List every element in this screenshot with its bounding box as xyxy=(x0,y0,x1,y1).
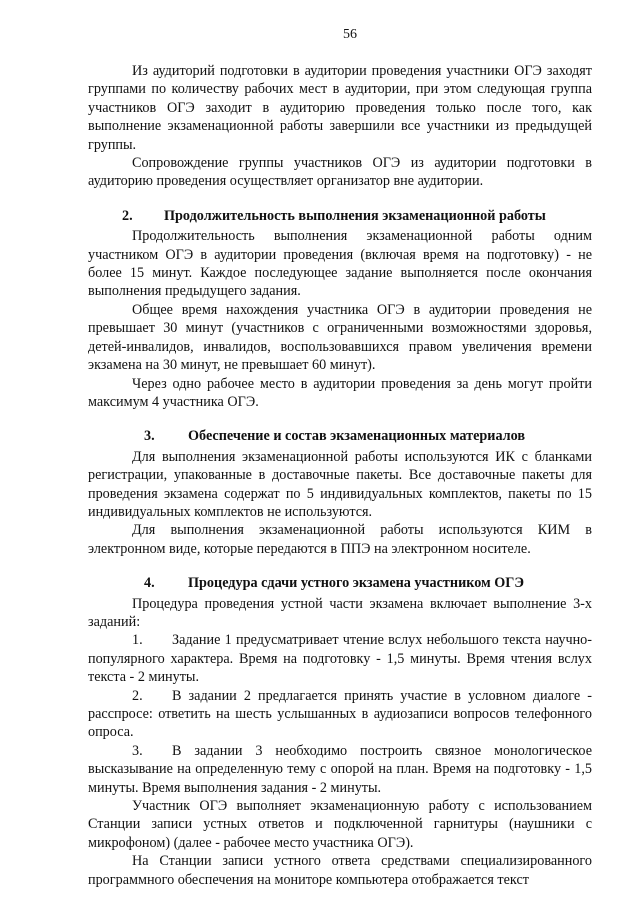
section-4-paragraph-1: Участник ОГЭ выполняет экзаменационную работу с использованием Станции записи устных ответов и подключенной гарнитуры (наушники с микрофоном) (далее - рабочее место участника ОГЭ). xyxy=(88,798,592,851)
section-4-item-2 xyxy=(88,687,592,742)
item-2-number: 2. xyxy=(132,687,143,704)
section-4-title: Процедура сдачи устного экзамена участником ОГЭ xyxy=(188,575,524,592)
intro-paragraph-1: Из аудиторий подготовки в аудитории проведения участники ОГЭ заходят группами по количеству рабочих мест в аудитории, при этом следующая группа участников ОГЭ заходит в аудиторию проведения только после того, как выполнение экзаменационной работы завершили все участники из предыдущей группы. xyxy=(88,63,592,153)
item-1-text: Задание 1 предусматривает чтение вслух небольшого текста научно-популярного характера. Время на подготовку - 1,5 минуты. Время чтения вслух текста - 2 минуты. xyxy=(88,632,592,686)
section-2-paragraph-2: Общее время нахождения участника ОГЭ в аудитории проведения не превышает 30 минут (участников с ограниченными возможностями здоровья, детей-инвалидов, инвалидов, воспользовавшихся правом увеличения времени экзамена на 30 минут, не превышает 60 минут). xyxy=(88,301,592,374)
item-1-number: 1. xyxy=(132,632,143,649)
section-4-heading xyxy=(88,574,592,592)
item-3-number: 3. xyxy=(132,742,143,759)
section-4-item-1 xyxy=(88,631,592,686)
item-2-text: В задании 2 предлагается принять участие в условном диалоге - расспросе: ответить на шесть услышанных в аудиозаписи вопросов телефонного опроса. xyxy=(88,687,592,741)
section-3-paragraph-2: Для выполнения экзаменационной работы используются КИМ в электронном виде, которые передаются в ППЭ на электронном носителе. xyxy=(88,522,592,557)
section-4-intro: Процедура проведения устной части экзамена включает выполнение 3-х заданий: xyxy=(88,595,592,630)
section-4-number: 4. xyxy=(144,575,155,592)
intro-paragraph-2: Сопровождение группы участников ОГЭ из аудитории подготовки в аудиторию проведения осуществляет организатор вне аудитории. xyxy=(88,155,592,190)
section-2-paragraph-3: Через одно рабочее место в аудитории проведения за день могут пройти максимум 4 участника ОГЭ. xyxy=(88,375,592,410)
section-2-paragraph-1: Продолжительность выполнения экзаменационной работы одним участником ОГЭ в аудитории проведения (включая время на подготовку) - не более 15 минут. Каждое последующее задание выполняется после окончания выполнения предыдущего задания. xyxy=(88,228,592,300)
section-2-heading xyxy=(88,207,592,225)
section-2-title: Продолжительность выполнения экзаменационной работы xyxy=(164,207,546,224)
section-2-number: 2. xyxy=(122,207,133,224)
section-4-item-3 xyxy=(88,742,592,797)
section-3-paragraph-1: Для выполнения экзаменационной работы используются ИК с бланками регистрации, упакованные в доставочные пакеты. Все доставочные пакеты для проведения экзамена содержат по 5 индивидуальных комплектов, пакеты по 15 индивидуальных комплектов не используются. xyxy=(88,448,592,520)
section-3-heading xyxy=(88,427,592,445)
section-3-title: Обеспечение и состав экзаменационных материалов xyxy=(188,428,526,445)
section-3-number: 3. xyxy=(144,428,155,445)
item-3-text: В задании 3 необходимо построить связное монологическое высказывание на определенную тему с опорой на план. Время на подготовку - 1,5 минуты. Время выполнения задания - 2 минуты. xyxy=(88,742,592,796)
page-number: 56 xyxy=(343,27,357,42)
section-4-paragraph-2: На Станции записи устного ответа средствами специализированного программного обеспечения на мониторе компьютера отображается текст xyxy=(88,853,592,888)
